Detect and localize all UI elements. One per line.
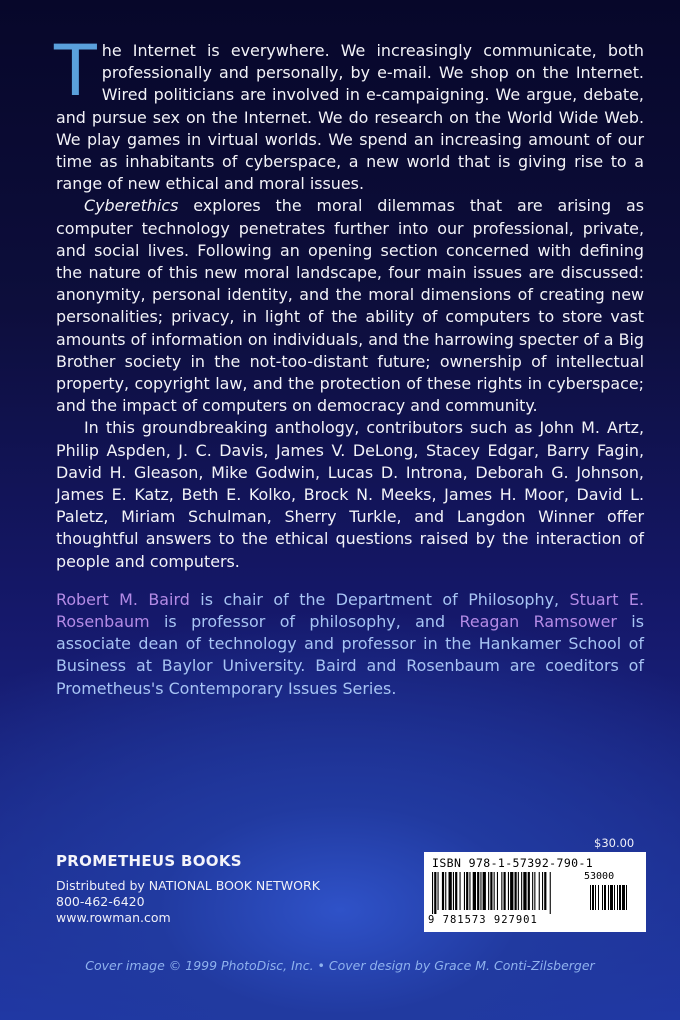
ean-digits: 9 781573 927901 [428,914,538,926]
drop-cap: T [54,30,97,112]
distributor-line: Distributed by NATIONAL BOOK NETWORK [56,878,320,893]
publisher-name: PROMETHEUS BOOKS [56,852,242,870]
book-title: Cyberethics [84,196,179,216]
price-label: $30.00 [594,836,635,850]
intro-paragraph [54,30,644,195]
cover-credits: Cover image © 1999 PhotoDisc, Inc. • Cover design by Grace M. Conti-Zilsberger [85,958,595,973]
isbn-label: ISBN 978-1-57392-790-1 [432,856,594,870]
barcode-block [424,852,646,932]
publisher-block [56,852,320,926]
intro-text: he Internet is everywhere. We increasingly communicate, both professionally and personally, by e-mail. We shop on the Internet. Wired politicians are involved in e-campaigning. We argue, debate, and pursue sex on the Internet. We do research on the World Wide Web. We play games in virtual worlds. We spend an increasing amount of our time as inhabitants of cyberspace, a new world that is giving rise to a range of new ethical and moral issues. [56,41,644,194]
bio-text: is professor of philosophy, and [149,612,460,632]
summary-paragraph [56,195,644,417]
back-cover-text [54,30,644,700]
editor-name: Reagan Ramsower [459,612,617,632]
summary-text: explores the moral dilemmas that are arising as computer technology penetrates further into our professional, private, and social lives. Following an opening section concerned with defining the nature of this new moral landscape, four main issues are discussed: anonymity, personal identity, and the moral dimensions of creating new personalities; privacy, in light of the ability of computers to store vast amounts of information on individuals, and the harrowing specter of a Big Brother society in the not-too-distant future; ownership of intellectual property, copyright law, and the protection of these rights in cyberspace; and the impact of computers on democracy and community. [56,196,644,416]
bio-text: is associate dean of technology and professor in the Hankamer School of Business at Baylor University. Baird and Rosenbaum are coeditors of Prometheus's Contemporary Issues Series. [56,612,644,698]
editors-bio [56,589,644,700]
price-code: 53000 [584,871,615,882]
phone-number: 800-462-6420 [56,894,145,909]
contributors-paragraph: In this groundbreaking anthology, contributors such as John M. Artz, Philip Aspden, J. C. Davis, James V. DeLong, Stacey Edgar, Barry Fagin, David H. Gleason, Mike Godwin, Lucas D. Introna, Deborah G. Johnson, James E. Katz, Beth E. Kolko, Brock N. Meeks, James H. Moor, David L. Paletz, Miriam Schulman, Sherry Turkle, and Langdon Winner offer thoughtful answers to the ethical questions raised by the interaction of people and computers. [56,418,644,571]
publisher-website: www.rowman.com [56,910,171,925]
editor-name: Stuart E. Rosenbaum [56,589,644,632]
editor-name: Robert M. Baird [56,589,190,609]
bio-text: is chair of the Department of Philosophy, [189,589,570,609]
